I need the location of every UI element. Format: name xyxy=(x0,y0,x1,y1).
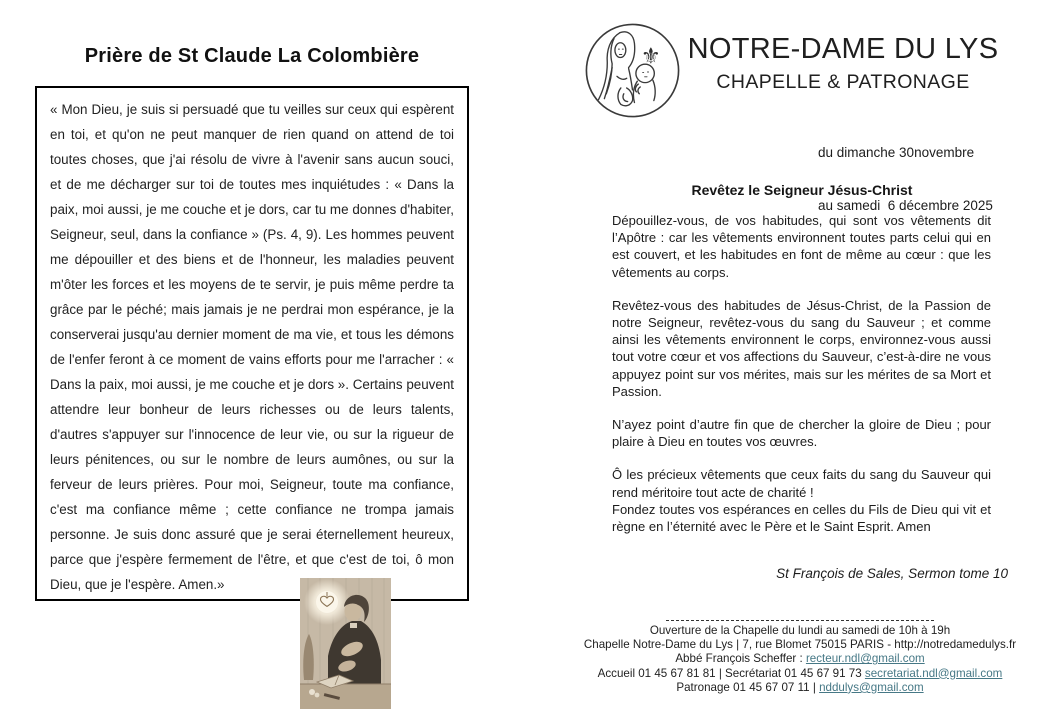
sacred-heart-glow xyxy=(304,579,350,625)
footer-rector-label: Abbé François Scheffer : xyxy=(675,652,806,666)
secretariat-email-link[interactable]: secretariat.ndl@gmail.com xyxy=(864,666,1003,680)
prayer-text-box xyxy=(35,86,469,601)
contact-footer xyxy=(583,620,1017,695)
week-dates-line2: au samedi 6 décembre 2025 xyxy=(818,197,993,213)
sermon-paragraph: Revêtez-vous des habitudes de Jésus-Christ, de la Passion de notre Seigneur, revêtez-vous du sang du Sauveur ; et comme ainsi les vêtements environnent le corps, environnez-vous aussi tout votre cœur et vos affections du Sauveur, c’est-à-dire ne vous appuyez point sur vos mérites, mais sur les mérites de sa Mort et Passion. xyxy=(612,297,991,399)
sermon-heading: Revêtez le Seigneur Jésus-Christ xyxy=(691,182,913,198)
footer-opening-hours: Ouverture de la Chapelle du lundi au samedi de 10h à 19h xyxy=(649,624,951,637)
footer-contacts-line xyxy=(583,667,1017,681)
org-subtitle: CHAPELLE & PATRONAGE xyxy=(716,71,970,93)
footer-patronage-line xyxy=(583,681,1017,695)
sermon-attribution: St François de Sales, Sermon tome 10 xyxy=(776,566,1008,581)
sermon-paragraph: Ô les précieux vêtements que ceux faits du sang du Sauveur qui rend méritoire tout acte de charité ! xyxy=(612,467,991,500)
sermon-paragraph: Fondez toutes vos espérances en celles du Fils de Dieu qui vit et règne en l’éternité avec le Père et le Saint Esprit. Amen xyxy=(612,501,991,535)
sermon-paragraph: N’ayez point d’autre fin que de chercher la gloire de Dieu ; pour plaire à Dieu en toutes vos œuvres. xyxy=(612,417,991,450)
prayer-title: Prière de St Claude La Colombière xyxy=(84,45,420,68)
sermon-body xyxy=(612,212,991,551)
patronage-email-link[interactable]: nddulys@gmail.com xyxy=(819,680,924,694)
fleur-de-lys-icon: ⚜ xyxy=(640,43,661,70)
saint-portrait-image xyxy=(300,578,391,709)
footer-contacts-label: Accueil 01 45 67 81 81 | Secrétariat 01 45 67 91 73 xyxy=(597,666,865,680)
rector-email-link[interactable]: recteur.ndl@gmail.com xyxy=(805,652,925,666)
footer-rector-line xyxy=(583,652,1017,666)
week-dates-line1: du dimanche 30novembre xyxy=(818,145,975,160)
footer-address: Chapelle Notre-Dame du Lys | 7, rue Blomet 75015 PARIS - http://notredamedulys.fr xyxy=(583,638,1017,652)
footer-patronage-label: Patronage 01 45 67 07 11 | xyxy=(676,680,820,694)
prayer-text: « Mon Dieu, je suis si persuadé que tu veilles sur ceux qui espèrent en toi, et qu'on ne peut manquer de rien quand on attend de toi toutes choses, que j'ai résolu de vivre à l'avenir sans aucun souci, et de me décharger sur toi de toutes mes inquiétudes : « Dans la paix, moi aussi, je me couche et je dors, car tu me donnes d'habiter, Seigneur, seul, dans la confiance » (Ps. 4, 9). Les hommes peuvent me dépouiller et des biens et de l'honneur, les maladies peuvent m'ôter les forces et les moyens de te servir, je puis même perdre ta grâce par le péché; mais jamais je ne perdrai mon espérance, je la conserverai jusqu'au dernier moment de ma vie, et tous les démons de l'enfer feront à ce moment de vains efforts pour me l'arracher : « Dans la paix, moi aussi, je me couche et je dors ». Certains peuvent attendre leur bonheur de leurs richesses ou de leurs talents, d'autres s'appuyer sur l'innocence de leur vie, ou sur la rigueur de leurs pénitences, ou sur le nombre de leurs aumônes, ou sur la ferveur de leurs prières. Pour moi, Seigneur, toute ma confiance, c'est ma confiance même ; cette confiance ne trompa jamais personne. Je suis donc assuré que je serai éternellement heureux, parce que j'espère fermement de l'être, et que c'est de toi, ô mon Dieu, que je l'espère. Amen.» xyxy=(50,102,454,592)
org-name: NOTRE-DAME DU LYS xyxy=(687,33,999,65)
sermon-paragraph: Dépouillez-vous, de vos habitudes, qui sont vos vêtements dit l’Apôtre : car les vêtements environnent toutes parts celui qui en est couvert, et les habitudes en font de même au cœur : que les vêtements au corps. xyxy=(612,213,991,280)
dashed-divider xyxy=(666,620,934,621)
chapel-logo xyxy=(584,20,681,121)
